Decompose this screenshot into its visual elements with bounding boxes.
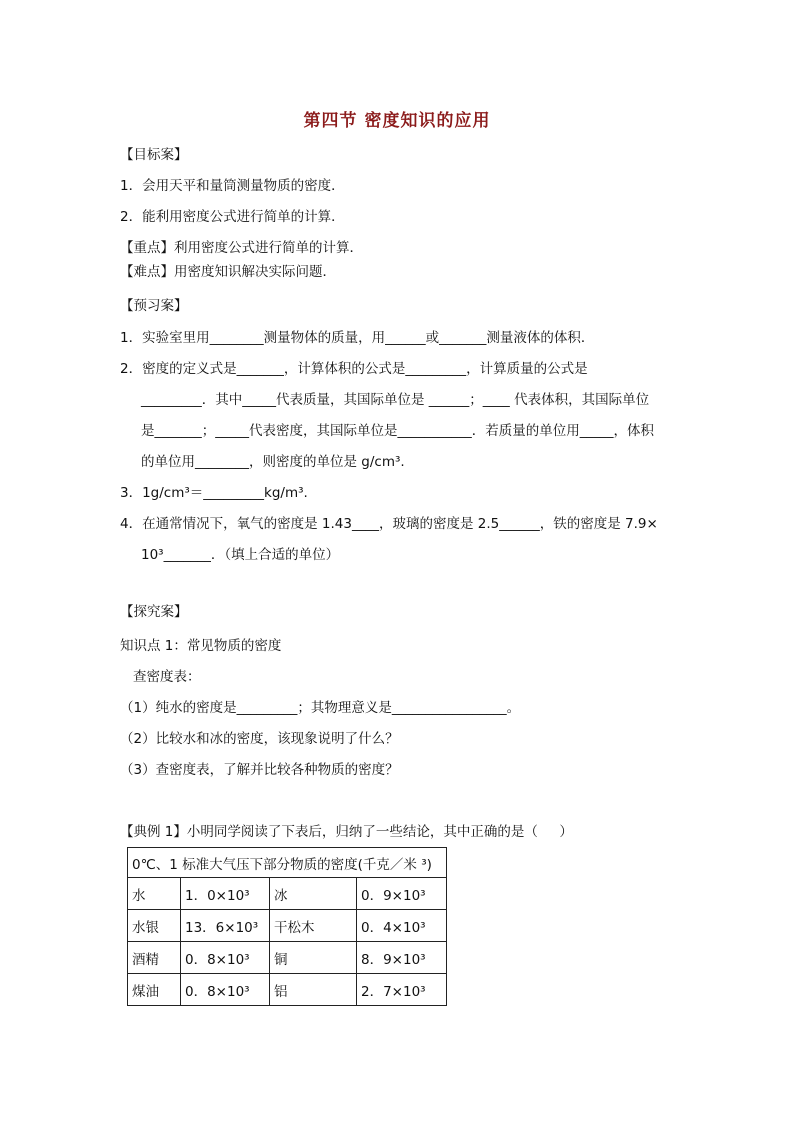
explore-header: 【探究案】 xyxy=(120,604,188,620)
lookup-label: 查密度表： xyxy=(133,669,201,685)
substance-cell: 铜 xyxy=(270,942,357,974)
density-cell: 13．6×10³ xyxy=(181,910,270,942)
table-row xyxy=(128,910,447,942)
preview-q4-line2: 10³_______．（填上合适的单位） xyxy=(141,547,340,563)
substance-cell: 铝 xyxy=(270,974,357,1006)
goals-header: 【目标案】 xyxy=(120,147,188,163)
table-row xyxy=(128,974,447,1006)
explore-item-3: （3）查密度表，了解并比较各种物质的密度？ xyxy=(120,762,399,778)
density-cell: 0．8×10³ xyxy=(181,942,270,974)
table-row xyxy=(128,878,447,910)
preview-q2-line1: 2．密度的定义式是_______，计算体积的公式是_________，计算质量的公式是 xyxy=(120,361,588,377)
preview-q4-line1: 4．在通常情况下，氧气的密度是 1.43____，玻璃的密度是 2.5______，铁的密度是 7.9× xyxy=(120,516,658,532)
table-header-row xyxy=(128,848,447,878)
density-cell: 0．8×10³ xyxy=(181,974,270,1006)
substance-cell: 冰 xyxy=(270,878,357,910)
preview-header: 【预习案】 xyxy=(120,298,188,314)
density-cell: 2．7×10³ xyxy=(357,974,447,1006)
density-cell: 8．9×10³ xyxy=(357,942,447,974)
example-question: 【典例 1】小明同学阅读了下表后，归纳了一些结论，其中正确的是（ ） xyxy=(120,824,573,840)
table-caption: 0℃、1 标准大气压下部分物质的密度(千克／米 ³) xyxy=(128,848,447,878)
goal-item-1: 1．会用天平和量筒测量物质的密度． xyxy=(120,178,345,194)
preview-q2-line4: 的单位用________，则密度的单位是 g/cm³. xyxy=(141,454,405,470)
substance-cell: 酒精 xyxy=(128,942,181,974)
density-cell: 1．0×10³ xyxy=(181,878,270,910)
preview-q3: 3．1g/cm³＝_________kg/m³. xyxy=(120,485,308,501)
knowledge-point-1: 知识点 1：常见物质的密度 xyxy=(120,638,282,654)
density-cell: 0．9×10³ xyxy=(357,878,447,910)
key-point: 【重点】利用密度公式进行简单的计算． xyxy=(120,240,363,256)
difficult-point: 【难点】用密度知识解决实际问题． xyxy=(120,264,336,280)
density-table xyxy=(127,847,447,1006)
preview-q1: 1．实验室里用________测量物体的质量，用______或_______测量液体的体积． xyxy=(120,330,595,346)
preview-q2-line3: 是_______；_____代表密度，其国际单位是___________．若质量的单位用_____，体积 xyxy=(141,423,654,439)
density-cell: 0．4×10³ xyxy=(357,910,447,942)
substance-cell: 煤油 xyxy=(128,974,181,1006)
substance-cell: 干松木 xyxy=(270,910,357,942)
page-title: 第四节 密度知识的应用 xyxy=(303,111,491,131)
explore-item-1: （1）纯水的密度是_________；其物理意义是_________________。 xyxy=(120,700,521,716)
goal-item-2: 2．能利用密度公式进行简单的计算． xyxy=(120,209,345,225)
substance-cell: 水 xyxy=(128,878,181,910)
substance-cell: 水银 xyxy=(128,910,181,942)
preview-q2-line2: _________．其中_____代表质量，其国际单位是 ______；____ 代表体积，其国际单位 xyxy=(141,392,650,408)
table-row xyxy=(128,942,447,974)
explore-item-2: （2）比较水和冰的密度，该现象说明了什么？ xyxy=(120,731,399,747)
